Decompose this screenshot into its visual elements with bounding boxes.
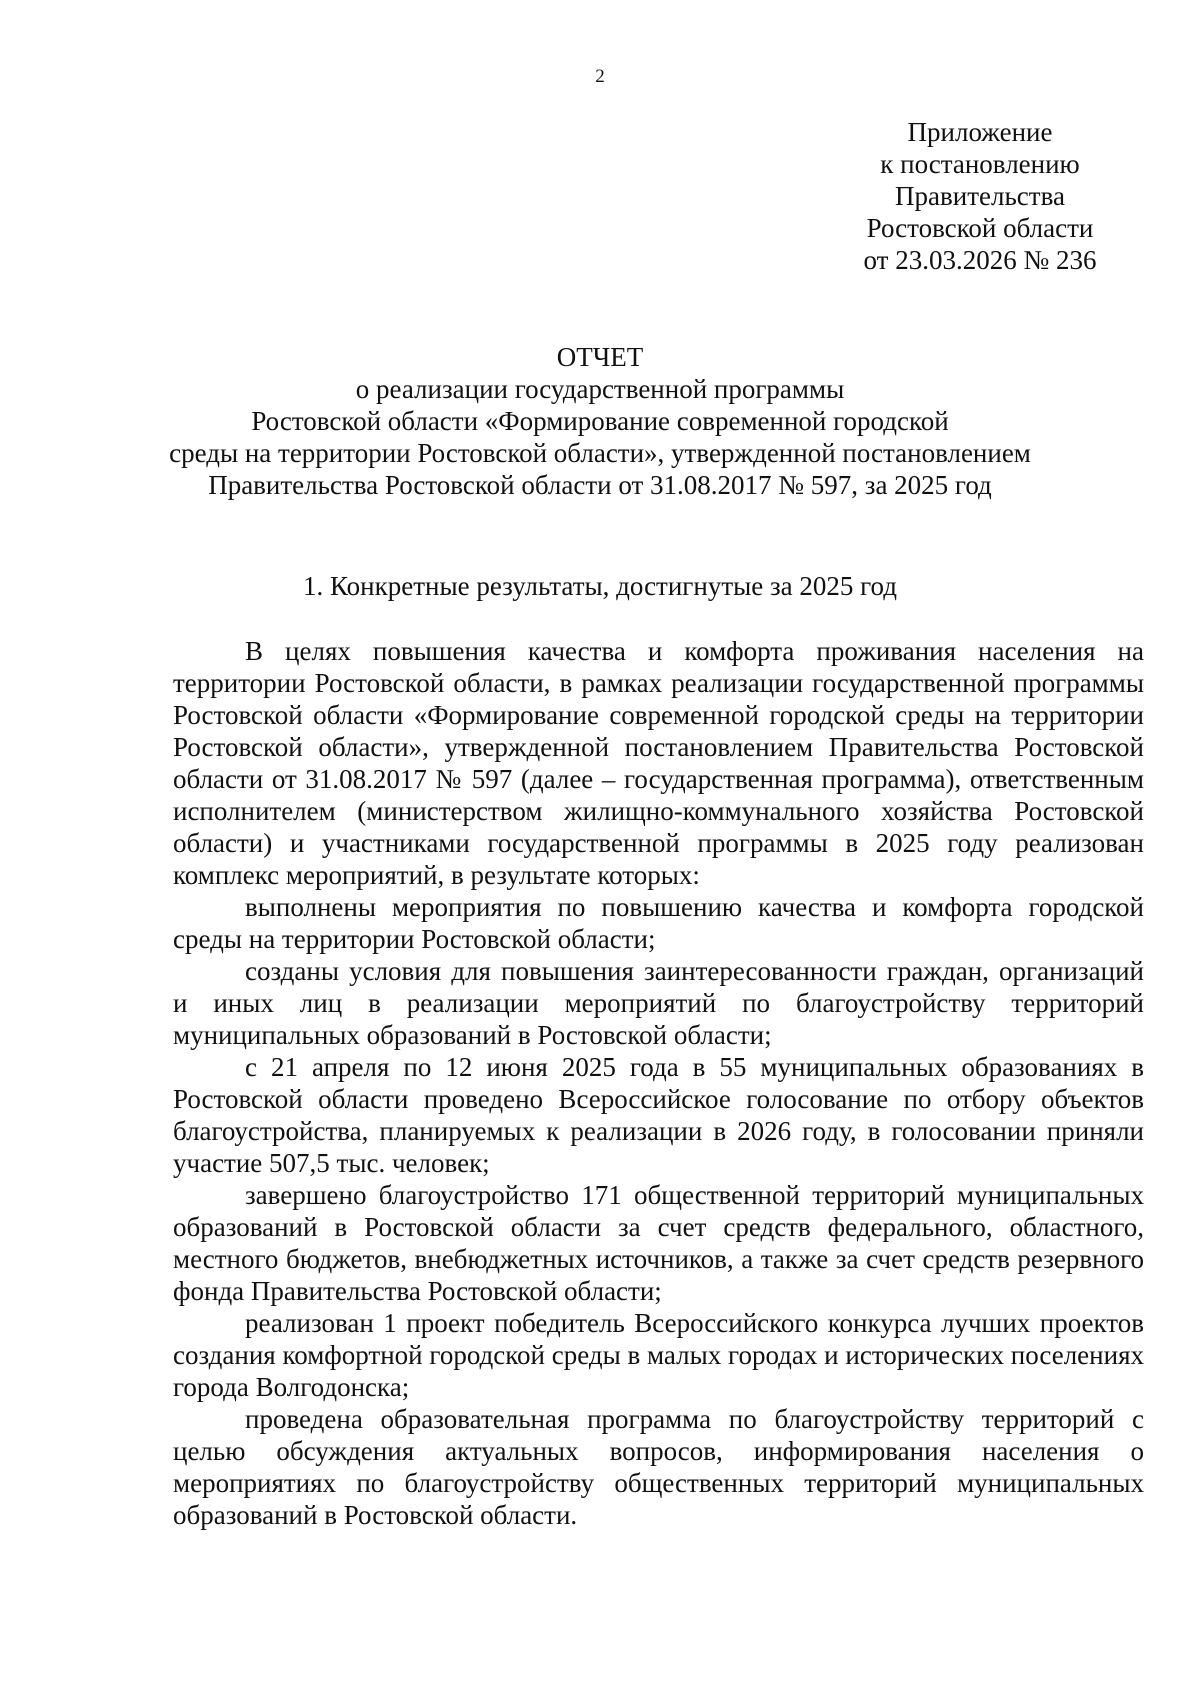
section-title: 1. Конкретные результаты, достигнутые за 2025 год xyxy=(302,571,898,601)
appendix-line: Правительства xyxy=(895,181,1065,211)
body-paragraph: выполнены мероприятия по повышению качества и комфорта городской среды на территории Ростовской области; xyxy=(173,892,1144,954)
appendix-block xyxy=(800,116,1160,276)
report-body xyxy=(173,635,1144,1531)
report-subtitle-line: среды на территории Ростовской области», утвержденной постановлением xyxy=(169,438,1031,468)
body-paragraph: завершено благоустройство 171 общественной территорий муниципальных образований в Ростовской области за счет средств федерального, областного, местного бюджетов, внебюджетных источников, а также за счет средств резервного фонда Правительства Ростовской области; xyxy=(173,1180,1144,1306)
report-subtitle-line: Правительства Ростовской области от 31.08.2017 № 597, за 2025 год xyxy=(208,470,992,500)
body-paragraph: проведена образовательная программа по благоустройству территорий с целью обсуждения актуальных вопросов, информирования населения о мероприятиях по благоустройству общественных территорий муниципальных образований в Ростовской области. xyxy=(173,1404,1144,1530)
page-number: 2 xyxy=(595,66,605,87)
report-header xyxy=(100,341,1100,501)
appendix-line: Приложение xyxy=(907,117,1053,147)
report-subtitle-line: Ростовской области «Формирование современной городской xyxy=(251,406,949,436)
report-title: ОТЧЕТ xyxy=(556,342,644,372)
body-paragraph: созданы условия для повышения заинтересованности граждан, организаций и иных лиц в реализации мероприятий по благоустройству территорий муниципальных образований в Ростовской области; xyxy=(173,956,1144,1050)
report-subtitle-line: о реализации государственной программы xyxy=(355,374,845,404)
appendix-line: от 23.03.2026 № 236 xyxy=(863,245,1097,275)
body-paragraph: реализован 1 проект победитель Всероссийского конкурса лучших проектов создания комфортной городской среды в малых городах и исторических поселениях города Волгодонска; xyxy=(173,1308,1144,1402)
appendix-line: к постановлению xyxy=(880,149,1080,179)
body-paragraph: с 21 апреля по 12 июня 2025 года в 55 муниципальных образованиях в Ростовской области проведено Всероссийское голосование по отбору объектов благоустройства, планируемых к реализации в 2026 году, в голосовании приняли участие 507,5 тыс. человек; xyxy=(173,1052,1144,1178)
body-paragraph: В целях повышения качества и комфорта проживания населения на территории Ростовской области, в рамках реализации государственной программы Ростовской области «Формирование современной городской среды на территории Ростовской области», утвержденной постановлением Правительства Ростовской области от 31.08.2017 № 597 (далее – государственная программа), ответственным исполнителем (министерством жилищно-коммунального хозяйства Ростовской области) и участниками государственной программы в 2025 году реализован комплекс мероприятий, в результате которых: xyxy=(173,636,1144,890)
appendix-line: Ростовской области xyxy=(866,213,1094,243)
